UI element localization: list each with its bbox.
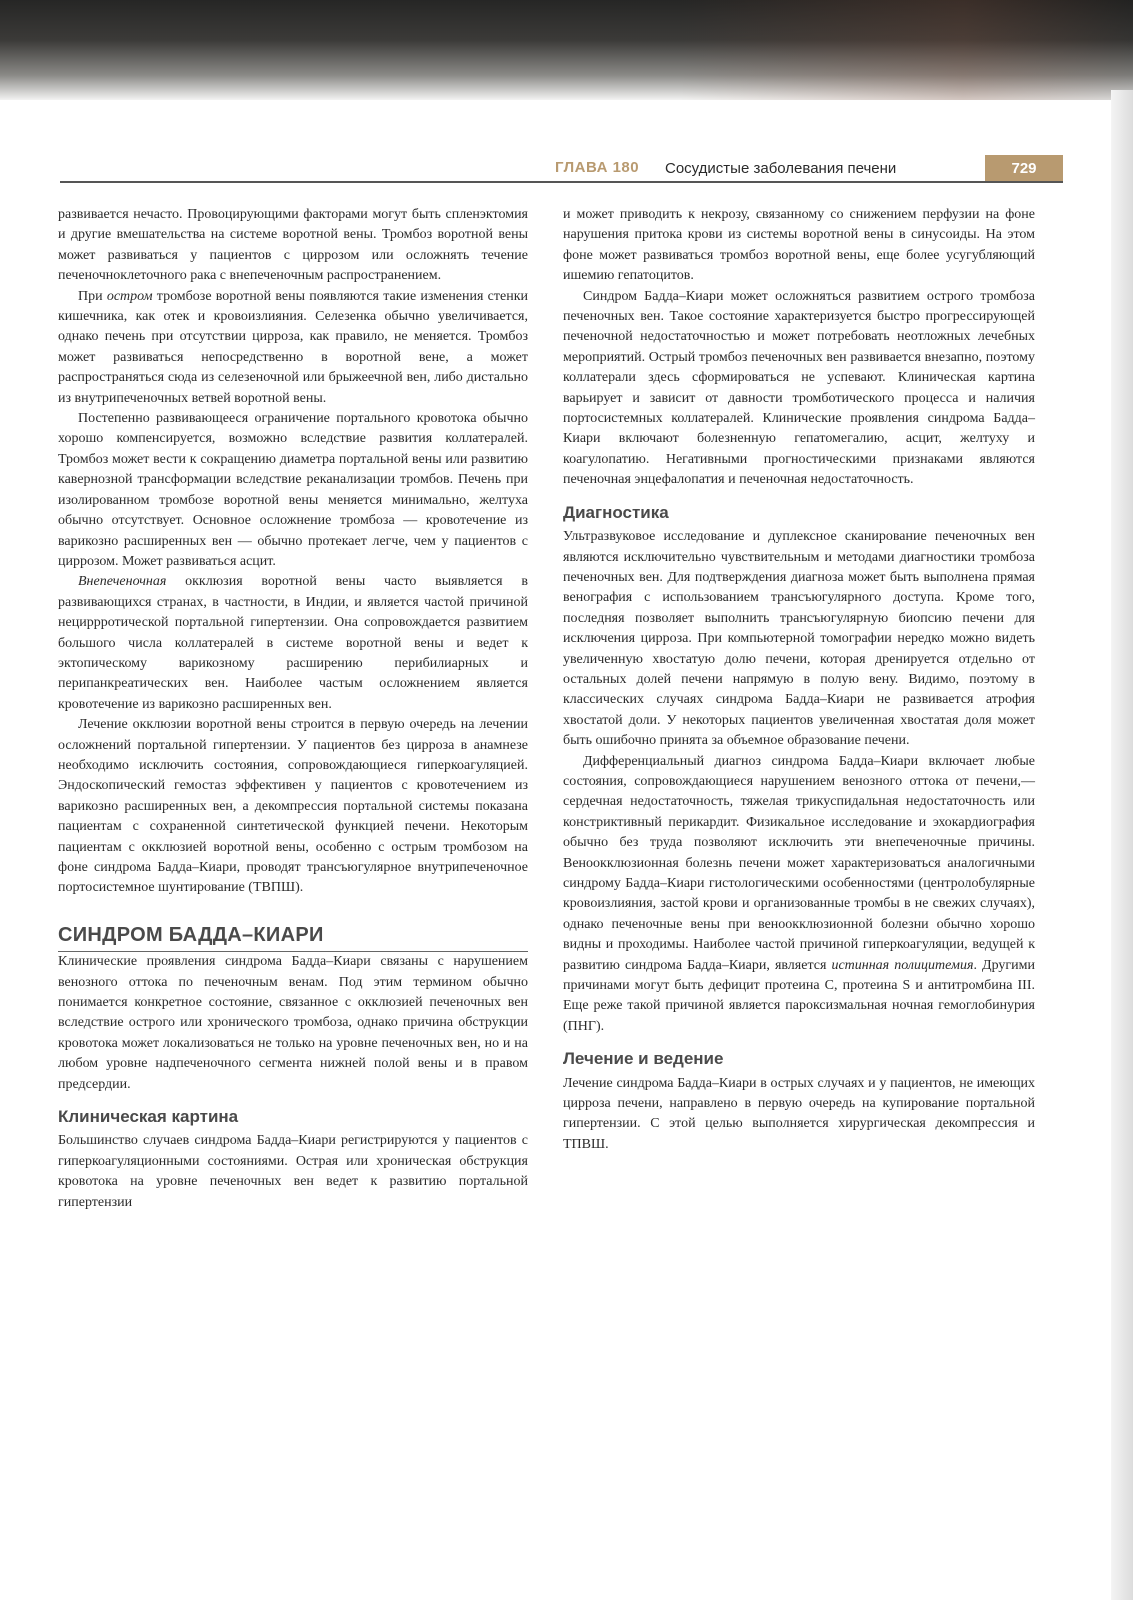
chapter-title: Сосудистые заболевания печени: [665, 160, 897, 177]
left-column: [58, 205, 528, 1213]
paragraph: Клинические проявления синдрома Бадда–Киари связаны с нарушением венозного оттока по печеночным венам. Под этим термином обычно понимается конкретное состояние, связанное с окклюзией печеночных вен вследствие острого или хронического тромбоза, однако причина обструкции кровотока может локализоваться не только на уровне печеночных вен, но и на любом уровне надпеченочного сегмента нижней полой вены и в правом предсердии.: [58, 954, 528, 1092]
subsection-heading: Диагностика: [563, 502, 669, 522]
paragraph: При остром тромбозе воротной вены появляются такие изменения стенки кишечника, как отек и кровоизлияния. Селезенка обычно увеличивается, однако печень при отсутствии цирроза, как правило, не меняется. Тромбоз может развиваться непосредственно в воротной вене, а может распространяться сюда из селезеночной или брыжеечной вен, либо дистально из внутрипеченочных ветвей воротной вены.: [58, 288, 528, 406]
subsection-heading: Клиническая картина: [58, 1107, 239, 1127]
chapter-label: ГЛАВА 180: [555, 159, 640, 176]
header-rule: [60, 181, 1063, 183]
section-heading: СИНДРОМ БАДДА–КИАРИ: [58, 925, 528, 952]
paragraph: Синдром Бадда–Киари может осложняться развитием острого тромбоза печеночных вен. Такое состояние характеризуется быстро прогрессирующей печеночной недостаточностью и может потребовать неотложных лечебных мероприятий. Острый тромбоз печеночных вен развивается внезапно, поэтому коллатерали здесь сформироваться не успевают. Клиническая картина варьирует и зависит от давности тромботического процесса и наличия портосистемных коллатералей. Клинические проявления синдрома Бадда–Киари включают болезненную гепатомегалию, асцит, желтуху и коагулопатию. Негативными прогностическими признаками являются печеночная энцефалопатия и печеночная недостаточность.: [563, 288, 1035, 488]
paragraph: Дифференциальный диагноз синдрома Бадда–Киари включает любые состояния, сопровождающиеся нарушением венозного оттока от печени,— сердечная недостаточность, тяжелая трикуспидальная недостаточность или констриктивный перикардит. Физикальное исследование и эхокардиография обычно без труда позволяют исключить эти внепеченочные причины. Веноокклюзионная болезнь печени может характеризоваться аналогичными синдрому Бадда–Киари гистологическими особенностями (центролобулярные кровоизлияния, застой крови и организованные тромбы в не свежих случаях), однако печеночные вены при веноокклюзионной болезни обычно хорошо видны и проходимы. Наиболее частой причиной гиперкоагуляции, ведущей к развитию синдрома Бадда–Киари, является истинная полицитемия. Другими причинами могут быть дефицит протеина C, протеина S и антитромбина III. Еще реже такой причиной является пароксизмальная ночная гемоглобинурия (ПНГ).: [563, 753, 1035, 1034]
paragraph: Внепеченочная окклюзия воротной вены часто выявляется в развивающихся странах, в частности, в Индии, и является частой причиной нециррротической портальной гипертензии. Она сопровождается развитием большого числа коллатералей в системе воротной вены и ведет к эктопическому варикозному расширению перибилиарных и перипанкреатических вен. Наиболее частым осложнением является кровотечение из варикозно расширенных вен.: [58, 574, 528, 712]
page-edge-shadow: [1111, 90, 1133, 1600]
scan-top-shadow: [0, 0, 1133, 100]
paragraph: развивается нечасто. Провоцирующими факторами могут быть спленэктомия и другие вмешательства на системе воротной вены. Тромбоз воротной вены может развиваться у пациентов с циррозом или осложнять течение печеночноклеточного рака с внепеченочным распространением.: [58, 207, 528, 284]
paragraph: Постепенно развивающееся ограничение портального кровотока обычно хорошо компенсируется, возможно вследствие развития коллатералей. Тромбоз может вести к сокращению диаметра портальной вены или развитию кавернозной трансформации вследствие реканализации тромбов. Печень при изолированном тромбозе воротной вены меняется минимально, желтуха обычно отсутствует. Основное осложнение тромбоза — кровотечение из варикозно расширенных вен — обычно протекает легче, чем у пациентов с циррозом. Может развиваться асцит.: [58, 411, 528, 569]
italic-term: остром: [106, 288, 153, 304]
running-header: [60, 159, 1063, 183]
paragraph: Ультразвуковое исследование и дуплексное сканирование печеночных вен являются исключительно чувствительным и методами диагностики тромбоза печеночных вен. Для подтверждения диагноза может быть выполнена прямая венография с использованием трансъюгулярного доступа. Кроме того, последняя позволяет выполнить трансъюгулярную биопсию печени для исключения цирроза. При компьютерной томографии нередко можно видеть увеличенную хвостатую долю печени, которая дренируется отдельно от остальных долей печени напрямую в полую вену. Видимо, поэтому в классических случаях синдрома Бадда–Киари не развивается атрофия хвостатой доли. У некоторых пациентов увеличенная хвостатая доля может быть ошибочно принята за объемное образование печени.: [563, 529, 1035, 749]
paragraph: Лечение окклюзии воротной вены строится в первую очередь на лечении осложнений портальной гипертензии. У пациентов без цирроза в анамнезе необходимо исключить состояния, сопровождающиеся гиперкоагуляцией. Эндоскопический гемостаз эффективен у пациентов с кровотечением из варикозно расширенных вен, а декомпрессия портальной системы показана пациентам с сохраненной синтетической функцией печени. Некоторым пациентам с окклюзией воротной вены, особенно с острым тромбозом на фоне синдрома Бадда–Киари, проводят трансъюгулярное внутрипеченочное портосистемное шунтирование (ТВПШ).: [58, 717, 528, 896]
right-column: [563, 205, 1035, 1155]
italic-term: Внепеченочная: [78, 574, 167, 590]
italic-term: истинная полицитемия: [831, 957, 974, 973]
page-number-box: [985, 155, 1063, 183]
paragraph: Большинство случаев синдрома Бадда–Киари регистрируются у пациентов с гиперкоагуляционными состояниями. Острая или хроническая обструкция кровотока на уровне печеночных вен ведет к развитию портальной гипертензии: [58, 1133, 528, 1210]
paragraph: Лечение синдрома Бадда–Киари в острых случаях и у пациентов, не имеющих цирроза печени, направлено в первую очередь на купирование портальной гипертензии. С этой целью выполняется хирургическая декомпрессия и ТПВШ.: [563, 1075, 1035, 1152]
paragraph: и может приводить к некрозу, связанному со снижением перфузии на фоне нарушения притока крови из системы воротной вены в синусоиды. На этом фоне может развиваться тромбоз воротной вены, еще более усугубляющий ишемию гепатоцитов.: [563, 207, 1035, 284]
page-number: 729: [1011, 160, 1037, 177]
subsection-heading: Лечение и ведение: [563, 1049, 724, 1069]
